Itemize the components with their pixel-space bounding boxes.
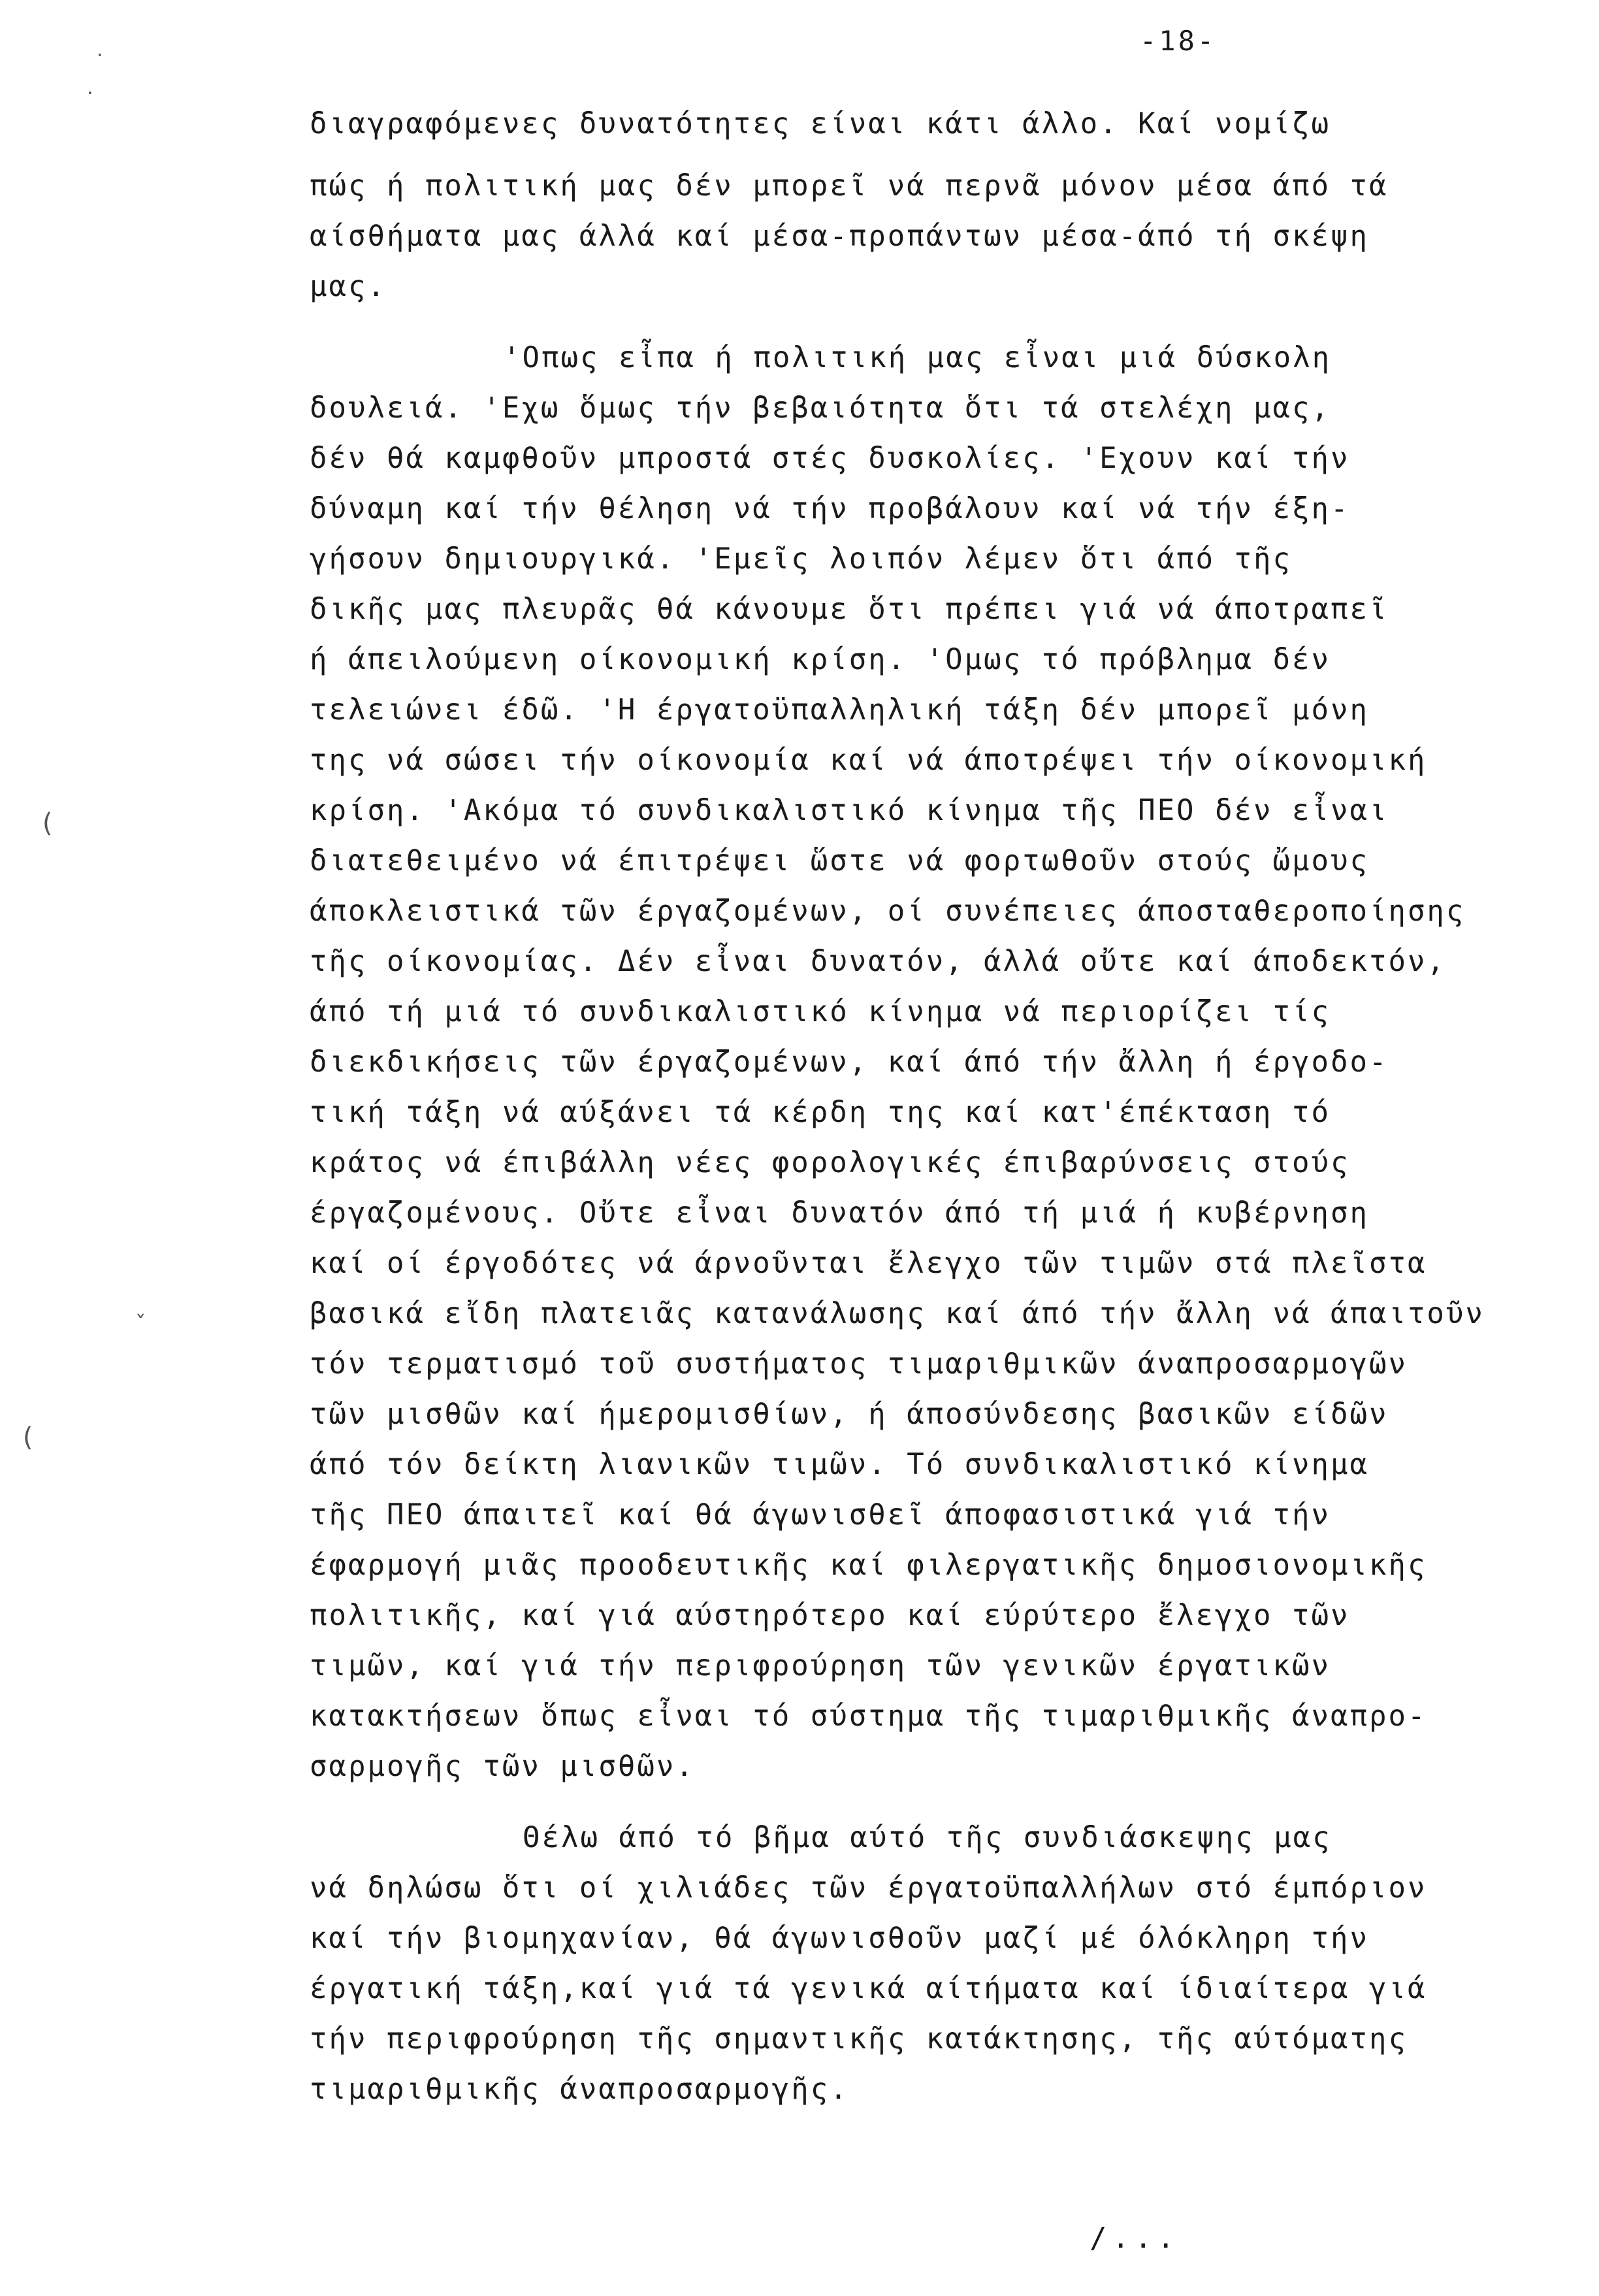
text-line: τιμῶν, καί γιά τήν περιφρούρηση τῶν γενικῶν έργατικῶν	[310, 1649, 1331, 1682]
text-line: δουλειά. 'Εχω ὅμως τήν βεβαιότητα ὅτι τά στελέχη μας,	[310, 391, 1331, 425]
text-line: άπό τή μιά τό συνδικαλιστικό κίνημα νά περιορίζει τίς	[310, 995, 1331, 1028]
text-line: καί οί έργοδότες νά άρνοῦνται ἔλεγχο τῶν τιμῶν στά πλεῖστα	[310, 1247, 1427, 1280]
text-line: άπό τόν δείκτη λιανικῶν τιμῶν. Τό συνδικαλιστικό κίνημα	[310, 1448, 1369, 1481]
text-line: τῆς ΠΕΟ άπαιτεῖ καί θά άγωνισθεῖ άποφασιστικά γιά τήν	[310, 1498, 1331, 1532]
text-line: μας.	[310, 270, 387, 303]
text-line: άποκλειστικά τῶν έργαζομένων, οί συνέπειες άποσταθεροποίησης	[310, 894, 1466, 928]
text-line: διεκδικήσεις τῶν έργαζομένων, καί άπό τήν ἄλλη ή έργοδο-	[310, 1045, 1389, 1079]
scan-speck-mark: ˇ	[134, 1311, 148, 1337]
text-line: τήν περιφρούρηση τῆς σημαντικῆς κατάκτησης, τῆς αύτόματης	[310, 2022, 1408, 2056]
text-line: γήσουν δημιουργικά. 'Εμεῖς λοιπόν λέμεν ὅτι άπό τῆς	[310, 542, 1293, 576]
text-line: δικῆς μας πλευρᾶς θά κάνουμε ὅτι πρέπει γιά νά άποτραπεῖ	[310, 593, 1389, 626]
margin-bracket-mark: (	[39, 808, 56, 838]
text-line: δέν θά καμφθοῦν μπροστά στές δυσκολίες. 'Εχουν καί τήν	[310, 442, 1350, 475]
text-line: τόν τερματισμό τοῦ συστήματος τιμαριθμικῶν άναπροσαρμογῶν	[310, 1347, 1408, 1381]
scan-speck-mark: ·	[95, 46, 105, 65]
text-line: τῶν μισθῶν καί ήμερομισθίων, ή άποσύνδεσης βασικῶν είδῶν	[310, 1398, 1389, 1431]
text-line: καί τήν βιομηχανίαν, θά άγωνισθοῦν μαζί μέ όλόκληρη τήν	[310, 1922, 1369, 1955]
text-line: διαγραφόμενες δυνατότητες είναι κάτι άλλο. Καί νομίζω	[310, 107, 1331, 140]
text-line: διατεθειμένο νά έπιτρέψει ὥστε νά φορτωθοῦν στούς ὤμους	[310, 844, 1369, 877]
page-number: -18-	[1140, 25, 1217, 57]
text-line: νά δηλώσω ὅτι οί χιλιάδες τῶν έργατοϋπαλλήλων στό έμπόριον	[310, 1871, 1427, 1905]
text-line: δύναμη καί τήν θέληση νά τήν προβάλουν καί νά τήν έξη-	[310, 492, 1350, 525]
text-line: έργατική τάξη,καί γιά τά γενικά αίτήματα καί ίδιαίτερα γιά	[310, 1972, 1427, 2005]
text-line: έργαζομένους. Οὔτε εἶναι δυνατόν άπό τή μιά ή κυβέρνηση	[310, 1196, 1369, 1230]
text-line: πολιτικῆς, καί γιά αύστηρότερο καί εύρύτερο ἔλεγχο τῶν	[310, 1599, 1350, 1632]
text-line: ή άπειλούμενη οίκονομική κρίση. 'Ομως τό πρόβλημα δέν	[310, 643, 1331, 676]
text-line: σαρμογῆς τῶν μισθῶν.	[310, 1750, 695, 1783]
text-line: αίσθήματα μας άλλά καί μέσα-προπάντων μέσα-άπό τή σκέψη	[310, 220, 1369, 253]
text-line: 'Οπως εἶπα ή πολιτική μας εἶναι μιά δύσκολη	[503, 341, 1332, 374]
text-line: τιμαριθμικῆς άναπροσαρμογῆς.	[310, 2073, 849, 2106]
text-line: έφαρμογή μιᾶς προοδευτικῆς καί φιλεργατικῆς δημοσιονομικῆς	[310, 1549, 1427, 1582]
scan-speck-mark: ·	[85, 84, 95, 103]
margin-bracket-mark: (	[20, 1422, 36, 1452]
text-line: Θέλω άπό τό βῆμα αύτό τῆς συνδιάσκεψης μας	[523, 1821, 1332, 1854]
text-line: της νά σώσει τήν οίκονομία καί νά άποτρέψει τήν οίκονομική	[310, 744, 1427, 777]
continuation-mark: /...	[1090, 2222, 1180, 2255]
text-line: τελειώνει έδῶ. 'Η έργατοϋπαλληλική τάξη δέν μπορεῖ μόνη	[310, 693, 1369, 727]
text-line: βασικά εἴδη πλατειᾶς κατανάλωσης καί άπό τήν ἄλλη νά άπαιτοῦν	[310, 1297, 1485, 1330]
text-line: κρίση. 'Ακόμα τό συνδικαλιστικό κίνημα τῆς ΠΕΟ δέν εἶναι	[310, 794, 1389, 827]
text-line: κατακτήσεων ὅπως εἶναι τό σύστημα τῆς τιμαριθμικῆς άναπρο-	[310, 1699, 1427, 1733]
text-line: τῆς οίκονομίας. Δέν εἶναι δυνατόν, άλλά οὔτε καί άποδεκτόν,	[310, 945, 1446, 978]
text-line: τική τάξη νά αύξάνει τά κέρδη της καί κατ'έπέκταση τό	[310, 1096, 1331, 1129]
text-line: πώς ή πολιτική μας δέν μπορεῖ νά περνᾶ μόνον μέσα άπό τά	[310, 169, 1389, 203]
text-line: κράτος νά έπιβάλλη νέες φορολογικές έπιβαρύνσεις στούς	[310, 1146, 1350, 1179]
